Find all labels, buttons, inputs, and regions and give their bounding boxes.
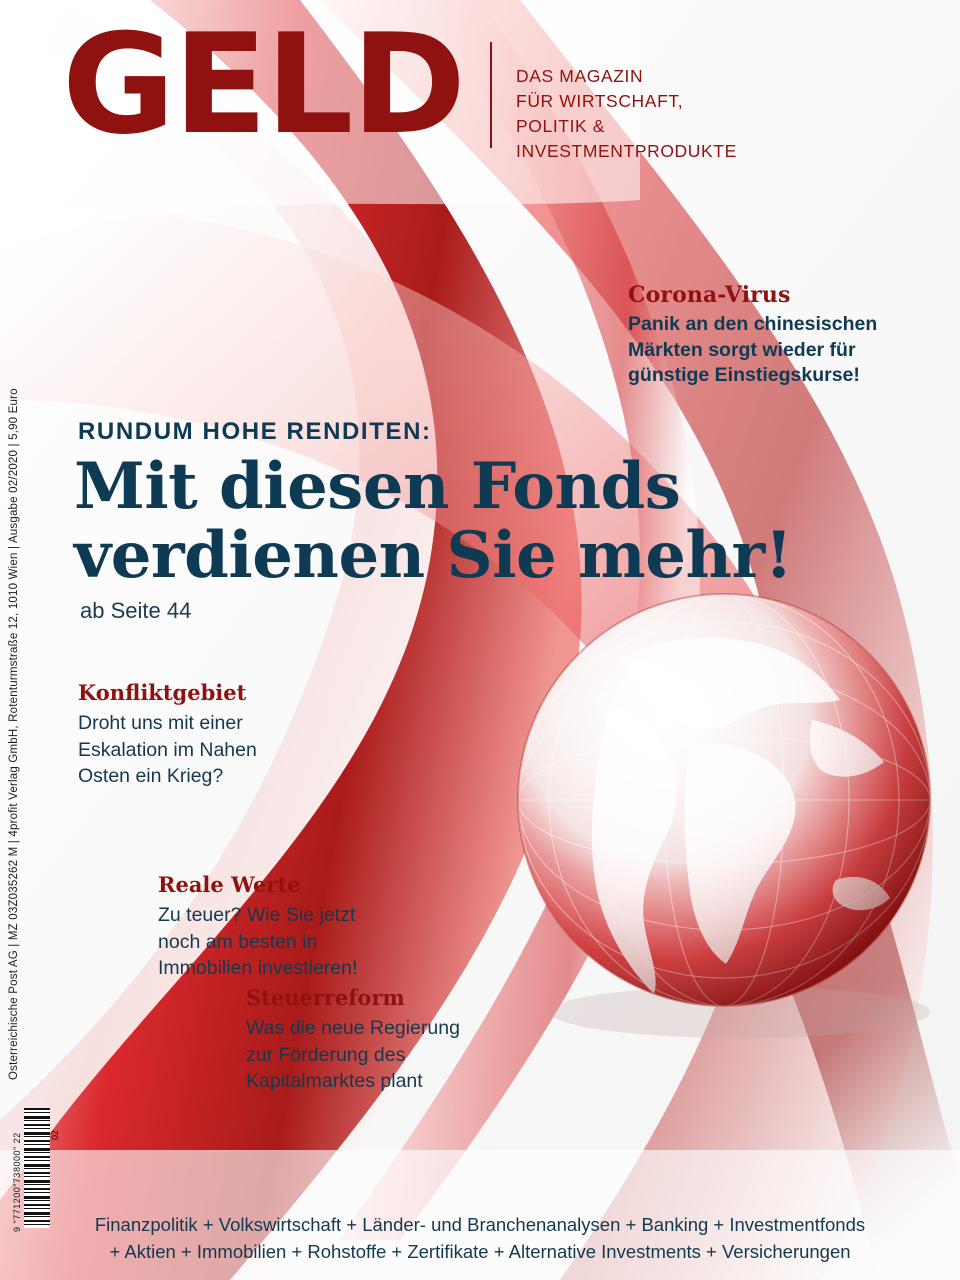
corona-teaser-body-line-1: Panik an den chinesischen <box>628 313 878 335</box>
corona-teaser-body-line-2: Märkten sorgt wieder für <box>628 338 856 361</box>
teaser-konfliktgebiet <box>78 680 338 790</box>
masthead-divider <box>490 42 492 148</box>
barcode-bars <box>24 1108 50 1228</box>
teaser-reale-werte <box>158 872 438 982</box>
cover-headline <box>74 449 874 594</box>
cover-headline-line-2: verdienen Sie mehr! <box>74 518 793 594</box>
teaser-reale-werte-headline: Reale Werte <box>158 872 301 897</box>
masthead <box>62 4 902 165</box>
teaser-reale-werte-line-1: Zu teuer? Wie Sie jetzt <box>158 904 356 926</box>
corona-teaser-body-line-3: günstige Einstiegskurse! <box>628 364 860 387</box>
magazine-logo: GELD <box>62 4 465 165</box>
footer-topic-list <box>0 1212 960 1266</box>
masthead-subtitle <box>516 64 737 163</box>
footer-topic-line-2: + Aktien + Immobilien + Rohstoffe + Zertifikate + Alternative Investments + Versicherungen <box>109 1240 851 1262</box>
teaser-reale-werte-line-3: Immobilien investieren! <box>158 957 358 980</box>
masthead-subtitle-line-2: FÜR WIRTSCHAFT, <box>516 90 684 111</box>
corona-teaser-body <box>628 312 928 389</box>
teaser-steuerreform-line-1: Was die neue Regierung <box>246 1017 460 1039</box>
teaser-reale-werte-line-2: noch am besten in <box>158 930 318 953</box>
teaser-konfliktgebiet-headline: Konfliktgebiet <box>78 680 247 705</box>
teaser-konfliktgebiet-line-1: Droht uns mit einer <box>78 712 243 734</box>
barcode-issue-number: 02 <box>50 1129 60 1140</box>
cover-headline-page-reference: ab Seite 44 <box>80 598 192 623</box>
cover-headline-line-1: Mit diesen Fonds <box>74 449 681 524</box>
masthead-subtitle-line-3: POLITIK & <box>516 115 606 136</box>
barcode-number: 9 "771200"738000" 22 <box>12 1132 22 1232</box>
teaser-steuerreform <box>246 985 536 1095</box>
teaser-konfliktgebiet-line-2: Eskalation im Nahen <box>78 738 257 761</box>
teaser-reale-werte-body <box>158 902 438 982</box>
footer-topic-line-1: Finanzpolitik + Volkswirtschaft + Länder- und Branchenanalysen + Banking + Investmentfonds <box>94 1214 866 1235</box>
teaser-konfliktgebiet-body <box>78 710 338 790</box>
teaser-steuerreform-line-2: zur Förderung des <box>246 1043 406 1066</box>
teaser-konfliktgebiet-line-3: Osten ein Krieg? <box>78 765 224 788</box>
teaser-steuerreform-body <box>246 1015 536 1095</box>
cover-kicker: RUNDUM HOHE RENDITEN: <box>78 418 432 445</box>
corona-teaser <box>628 282 928 389</box>
corona-teaser-headline: Corona-Virus <box>628 282 791 308</box>
masthead-subtitle-line-1: DAS MAGAZIN <box>516 66 644 86</box>
teaser-steuerreform-line-3: Kapitalmarktes plant <box>246 1070 423 1093</box>
masthead-subtitle-line-4: INVESTMENTPRODUKTE <box>516 140 737 161</box>
teaser-steuerreform-headline: Steuerreform <box>246 985 405 1010</box>
